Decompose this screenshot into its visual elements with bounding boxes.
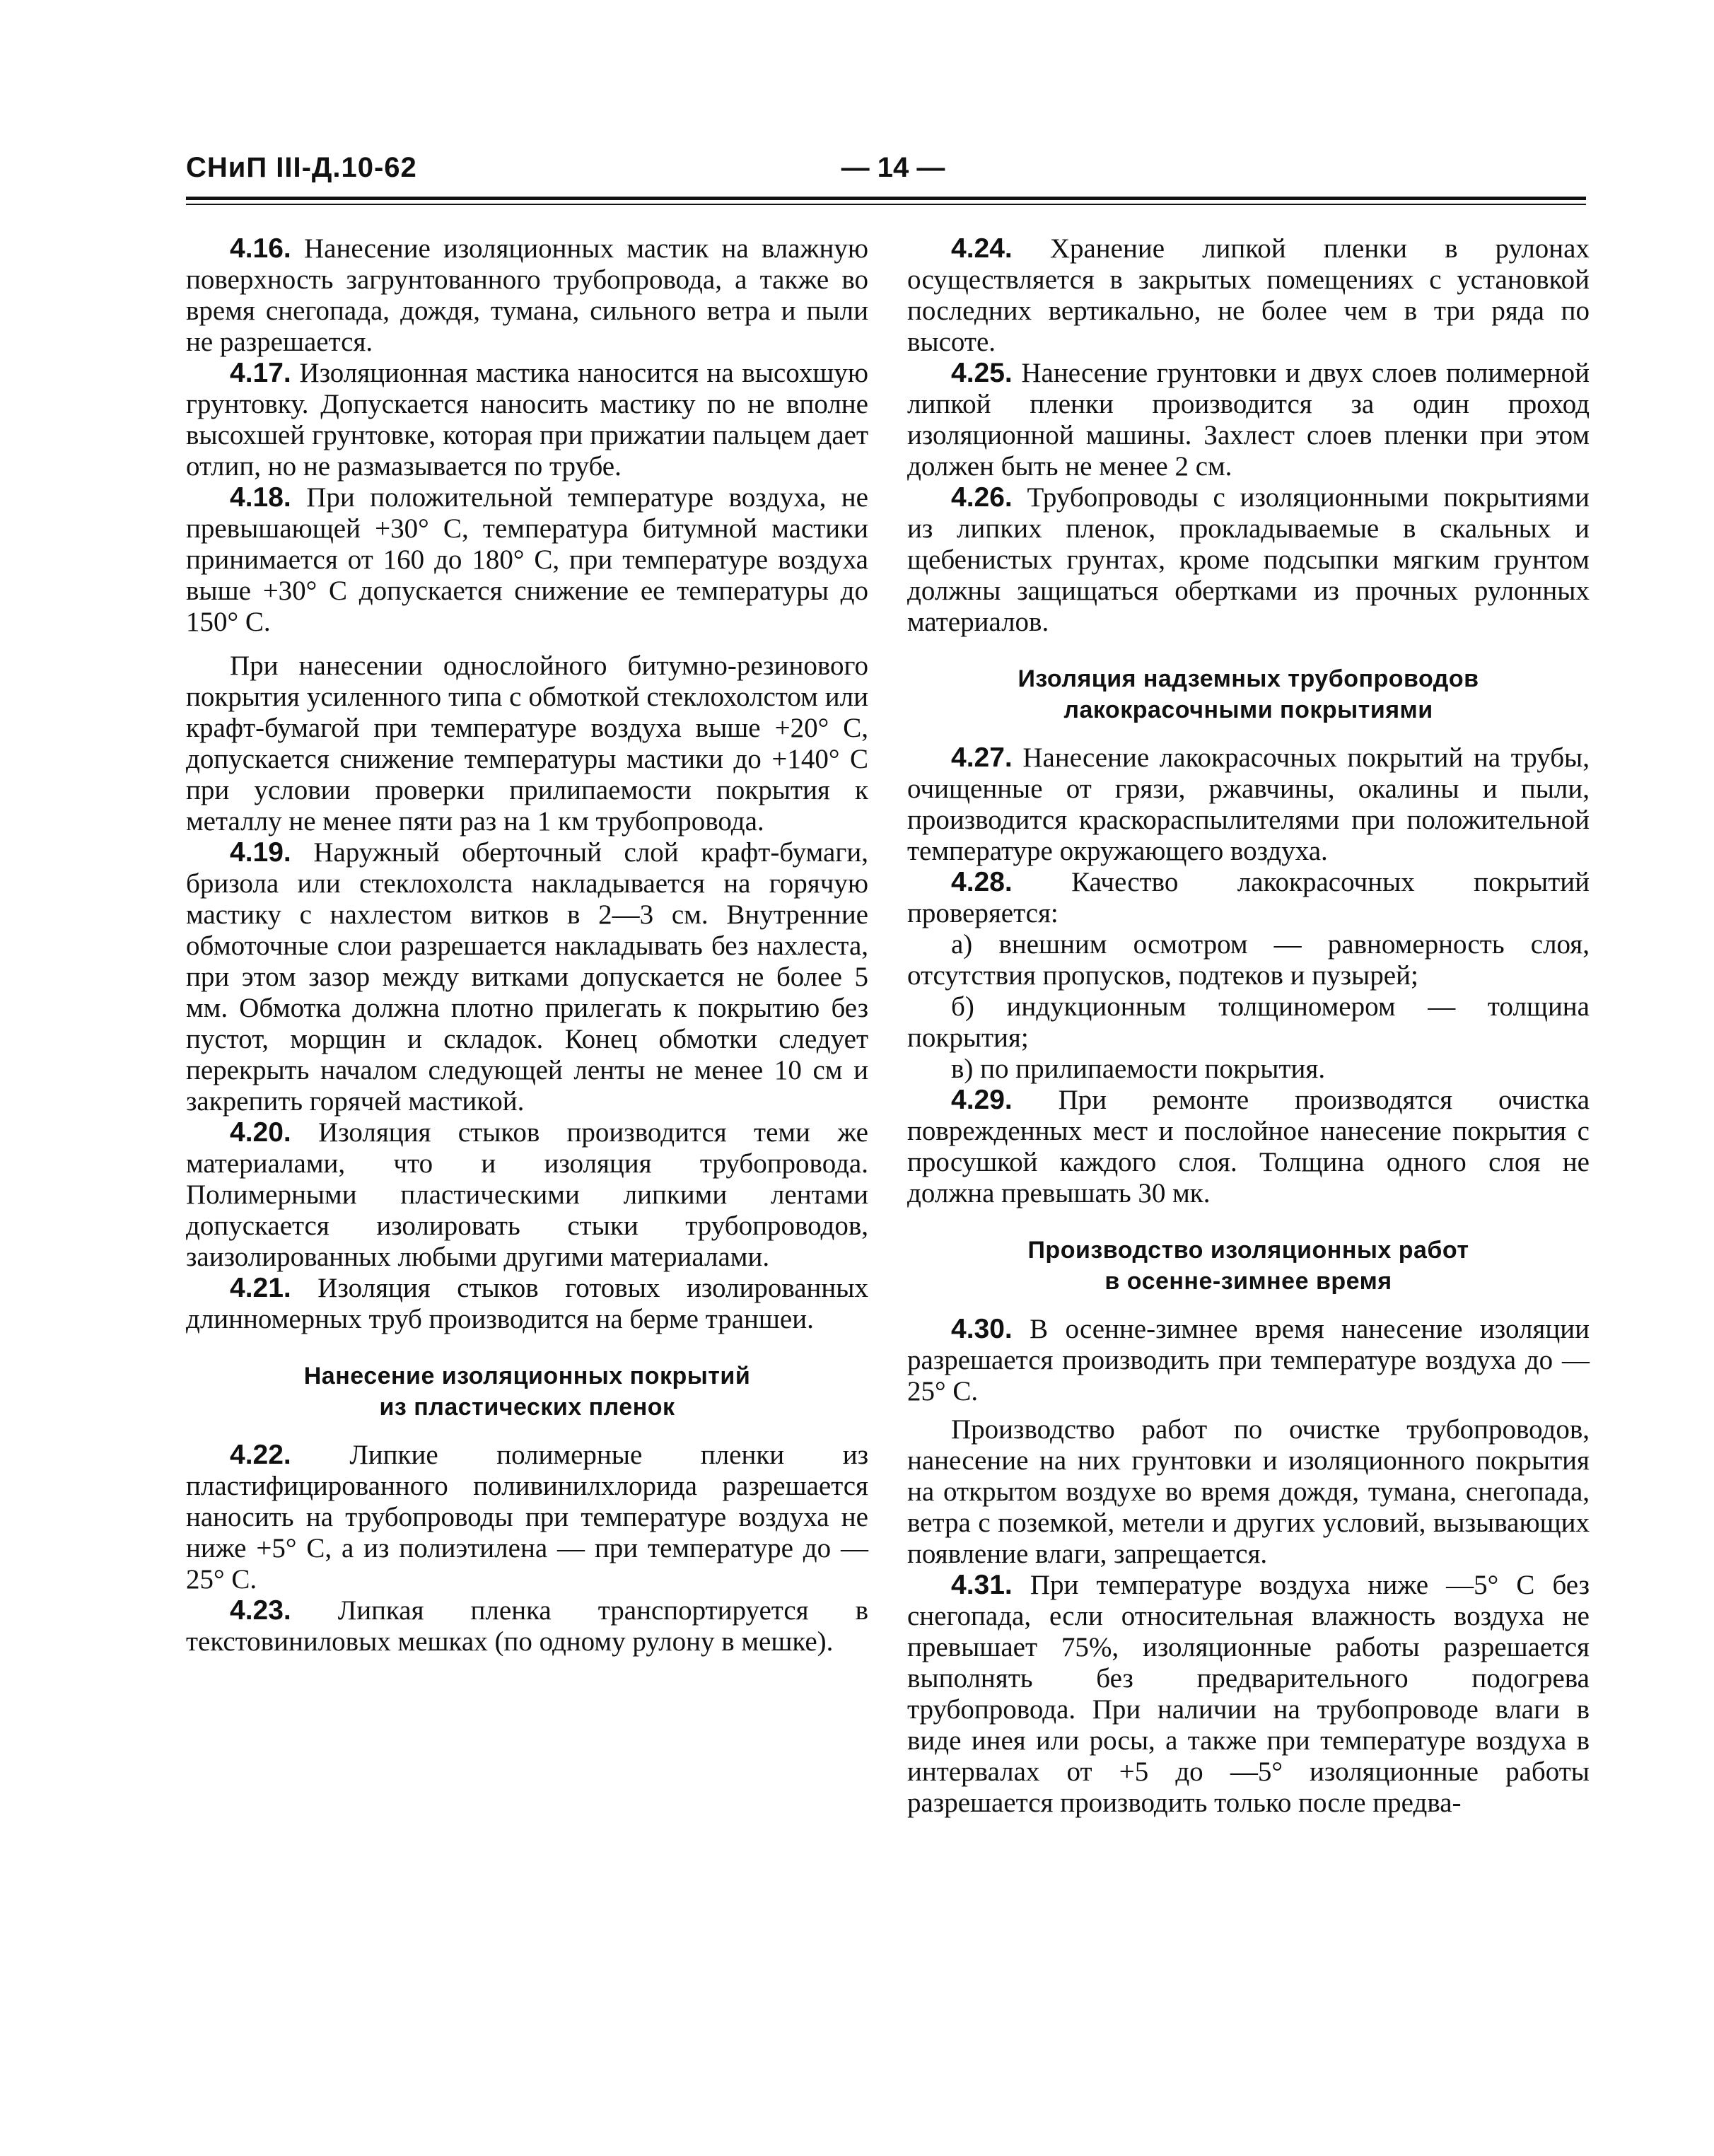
page-header bbox=[186, 152, 1586, 194]
clause-4-18-continuation bbox=[186, 651, 868, 837]
clause-text: При ремонте производятся очистка поврежденных мест и послойное нанесение покрытия с просушкой каждого слоя. Толщина одного слоя не должна превышать 30 мк. bbox=[907, 1085, 1590, 1208]
clause-number: 4.20. bbox=[230, 1117, 291, 1148]
clause-4-26 bbox=[907, 482, 1590, 638]
clause-4-16 bbox=[186, 233, 868, 358]
clause-number: 4.26. bbox=[951, 482, 1013, 513]
clause-text: В осенне-зимнее время нанесение изоляции разрешается производить при температуре воздуха до —25° С. bbox=[907, 1314, 1590, 1406]
clause-text: Нанесение изоляционных мастик на влажную поверхность загрунтованного трубопровода, а также во время снегопада, дождя, тумана, сильного ветра и пыли не разрешается. bbox=[186, 233, 868, 357]
heading-line: Изоляция надземных трубопроводов bbox=[1018, 665, 1479, 692]
clause-text: Нанесение лакокрасочных покрытий на трубы, очищенные от грязи, ржавчины, окалины и пыли, производится краскораспылителями при положительной температуре окружающего воздуха. bbox=[907, 742, 1590, 866]
clause-text: Производство работ по очистке трубопроводов, нанесение на них грунтовки и изоляционного покрытия на открытом воздухе во время дождя, тумана, снегопада, ветра с поземкой, метели и других условий, вызывающих появление влаги, запрещается. bbox=[907, 1414, 1590, 1569]
clause-text: При температуре воздуха ниже —5° С без снегопада, если относительная влажность воздуха не превышает 75%, изоляционные работы разрешается выполнять без предварительного подогрева трубопровода. При наличии на трубопроводе влаги в виде инея или росы, а также при температуре воздуха в интервалах от +5 до —5° изоляционные работы разрешается производить только после предва- bbox=[907, 1570, 1590, 1818]
clause-text: Липкие полимерные пленки из пластифицированного поливинилхлорида разрешается наносить на трубопроводы при температуре воздуха не ниже +5° С, а из полиэтилена — при температуре до —25° С. bbox=[186, 1440, 868, 1595]
clause-number: 4.31. bbox=[951, 1570, 1013, 1600]
clause-4-27 bbox=[907, 742, 1590, 867]
clause-4-30 bbox=[907, 1314, 1590, 1407]
header-rule-thin bbox=[186, 204, 1586, 205]
header-rule-thick bbox=[186, 197, 1586, 200]
clause-4-31 bbox=[907, 1570, 1590, 1819]
clause-number: 4.22. bbox=[230, 1440, 291, 1470]
clause-number: 4.24. bbox=[951, 233, 1013, 264]
clause-4-21 bbox=[186, 1273, 868, 1335]
clause-number: 4.30. bbox=[951, 1314, 1013, 1344]
clause-4-25 bbox=[907, 358, 1590, 482]
clause-number: 4.19. bbox=[230, 837, 291, 868]
heading-line: Производство изоляционных работ bbox=[1027, 1237, 1469, 1264]
clause-text: Трубопроводы с изоляционными покрытиями из липких пленок, прокладываемые в скальных и щебенистых грунтах, кроме подсыпки мягким грунтом должны защищаться обертками из прочных рулонных материалов. bbox=[907, 482, 1590, 637]
clause-number: 4.23. bbox=[230, 1595, 291, 1626]
list-item-a: а) внешним осмотром — равномерность слоя, отсутствия пропусков, подтеков и пузырей; bbox=[907, 929, 1590, 991]
clause-4-19 bbox=[186, 837, 868, 1117]
clause-4-28 bbox=[907, 867, 1590, 929]
heading-line: Нанесение изоляционных покрытий bbox=[303, 1363, 751, 1389]
clause-text: Изоляция стыков производится теми же материалами, что и изоляция трубопровода. Полимерными пластическими липкими лентами допускается изолировать стыки трубопроводов, заизолированных любыми другими материалами. bbox=[186, 1117, 868, 1272]
clause-number: 4.27. bbox=[951, 742, 1013, 773]
clause-4-18 bbox=[186, 482, 868, 638]
heading-line: в осенне-зимнее время bbox=[1104, 1268, 1392, 1295]
clause-text: Наружный оберточный слой крафт-бумаги, бризола или стеклохолста накладывается на горячую мастику с нахлестом витков в 2—3 см. Внутренние обмоточные слои разрешается накладывать без нахлеста, при этом зазор между витками допускается не более 5 мм. Обмотка должна плотно прилегать к покрытию без пустот, морщин и складок. Конец обмотки следует перекрыть началом следующей ленты не менее 10 см и закрепить горячей мастикой. bbox=[186, 837, 868, 1117]
clause-number: 4.21. bbox=[230, 1273, 291, 1303]
clause-text: При нанесении однослойного битумно-резинового покрытия усиленного типа с обмоткой стеклохолстом или крафт-бумагой при температуре воздуха выше +20° С, допускается снижение температуры мастики до +140° С при условии проверки прилипаемости покрытия к металлу не менее пяти раз на 1 км трубопровода. bbox=[186, 651, 868, 837]
heading-line: лакокрасочными покрытиями bbox=[1063, 697, 1433, 723]
clause-text: Липкая пленка транспортируется в текстовиниловых мешках (по одному рулону в мешке). bbox=[186, 1595, 868, 1657]
clause-4-17 bbox=[186, 358, 868, 482]
document-code: СНиП III-Д.10-62 bbox=[186, 152, 417, 183]
clause-text: Нанесение грунтовки и двух слоев полимерной липкой пленки производится за один проход изоляционной машины. Захлест слоев пленки при этом должен быть не менее 2 см. bbox=[907, 358, 1590, 482]
section-heading-winter-work bbox=[907, 1235, 1590, 1297]
clause-number: 4.17. bbox=[230, 358, 291, 388]
section-heading-aboveground-paint bbox=[907, 663, 1590, 726]
clause-number: 4.16. bbox=[230, 233, 291, 264]
section-heading-plastic-films bbox=[186, 1360, 868, 1423]
clause-text: Изоляция стыков готовых изолированных длинномерных труб производится на берме траншеи. bbox=[186, 1273, 868, 1334]
clause-number: 4.28. bbox=[951, 867, 1013, 897]
clause-number: 4.25. bbox=[951, 358, 1013, 388]
page-number: — 14 — bbox=[841, 152, 945, 183]
clause-text: Качество лакокрасочных покрытий проверяется: bbox=[907, 867, 1590, 928]
clause-4-30-continuation bbox=[907, 1414, 1590, 1570]
right-column bbox=[907, 233, 1590, 1819]
clause-text: При положительной температуре воздуха, не превышающей +30° С, температура битумной мастики принимается от 160 до 180° С, при температуре воздуха выше +30° С допускается снижение ее температуры до 150° С. bbox=[186, 482, 868, 637]
left-column bbox=[186, 233, 868, 1657]
clause-4-22 bbox=[186, 1440, 868, 1595]
list-item-b: б) индукционным толщиномером — толщина покрытия; bbox=[907, 991, 1590, 1053]
clause-text: Изоляционная мастика наносится на высохшую грунтовку. Допускается наносить мастику по не вполне высохшей грунтовке, которая при прижатии пальцем дает отлип, но не размазывается по трубе. bbox=[186, 358, 868, 482]
clause-4-29 bbox=[907, 1085, 1590, 1209]
clause-number: 4.18. bbox=[230, 482, 291, 513]
clause-4-20 bbox=[186, 1117, 868, 1273]
clause-text: Хранение липкой пленки в рулонах осуществляется в закрытых помещениях с установкой последних вертикально, не более чем в три ряда по высоте. bbox=[907, 233, 1590, 357]
list-item-c: в) по прилипаемости покрытия. bbox=[951, 1054, 1326, 1084]
heading-line: из пластических пленок bbox=[379, 1394, 675, 1421]
clause-4-23 bbox=[186, 1595, 868, 1657]
clause-4-24 bbox=[907, 233, 1590, 358]
clause-number: 4.29. bbox=[951, 1085, 1013, 1115]
